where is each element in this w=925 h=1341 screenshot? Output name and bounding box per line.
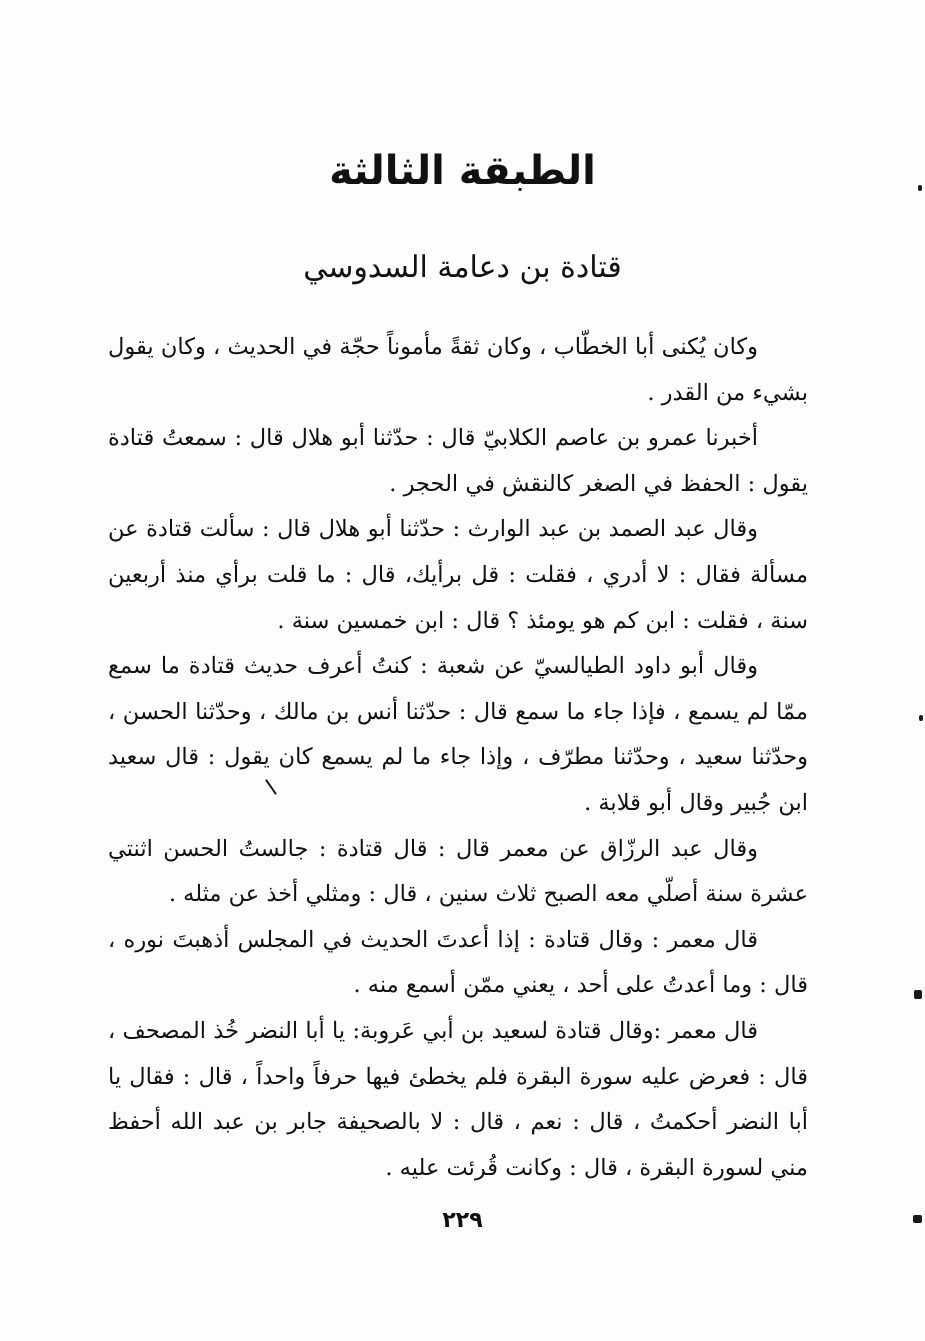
- paragraph-2: أخبرنا عمرو بن عاصم الكلابيّ قال : حدّثنا أبو هلال قال : سمعتُ قتادة يقول : الحفظ في الصغر كالنقش في الحجر .: [108, 425, 808, 497]
- paragraph-6: قال معمر : وقال قتادة : إذا أعدتَ الحديث في المجلس أذهبتَ نوره ، قال : وما أعدتُ على أحد ، يعني ممّن أسمع منه .: [108, 926, 808, 999]
- section-title: قتادة بن دعامة السدوسي: [303, 250, 622, 285]
- paragraph-3: وقال عبد الصمد بن عبد الوارث : حدّثنا أبو هلال قال : سألت قتادة عن مسألة فقال : لا أدري ، فقلت : قل برأيك، قال : ما قلت برأي منذ أربعين سنة ، فقلت : ابن كم هو يومئذ ؟ قال : ابن خمسين سنة .: [108, 516, 808, 634]
- scan-mark: [913, 1215, 922, 1223]
- chapter-title: الطبقة الثالثة: [329, 148, 596, 194]
- scan-mark: [914, 990, 922, 999]
- paragraph-5: وقال عبد الرزّاق عن معمر قال : قال قتادة : جالستُ الحسن اثنتي عشرة سنة أصلّي معه الصبح ثلاث سنين ، قال : ومثلي أخذ عن مثله .: [108, 835, 808, 908]
- body-text: [108, 325, 808, 1191]
- paragraph-1: وكان يُكنى أبا الخطّاب ، وكان ثقةً مأموناً حجّة في الحديث ، وكان يقول بشيء من القدر .: [108, 334, 808, 406]
- scan-mark: [918, 185, 922, 191]
- scan-mark: [919, 715, 923, 721]
- paragraph-4: وقال أبو داود الطيالسيّ عن شعبة : كنتُ أعرف حديث قتادة ما سمع ممّا لم يسمع ، فإذا جاء ما سمع قال : حدّثنا أنس بن مالك ، وحدّثنا الحسن ، وحدّثنا سعيد ، وحدّثنا مطرّف ، وإذا جاء ما لم يسمع كان يقول : قال سعيد ابن جُبير وقال أبو قلابة .: [108, 653, 808, 816]
- page-number: ٢٢٩: [442, 1208, 483, 1233]
- paragraph-7: قال معمر :وقال قتادة لسعيد بن أبي عَروبة: يا أبا النضر خُذ المصحف ، قال : فعرض عليه سورة البقرة فلم يخطئ فيها حرفاً واحداً ، قال : فقال يا أبا النضر أحكمتُ ، قال : نعم ، قال : لا بالصحيفة جابر بن عبد الله أحفظ مني لسورة البقرة ، قال : وكانت قُرئت عليه .: [108, 1017, 808, 1181]
